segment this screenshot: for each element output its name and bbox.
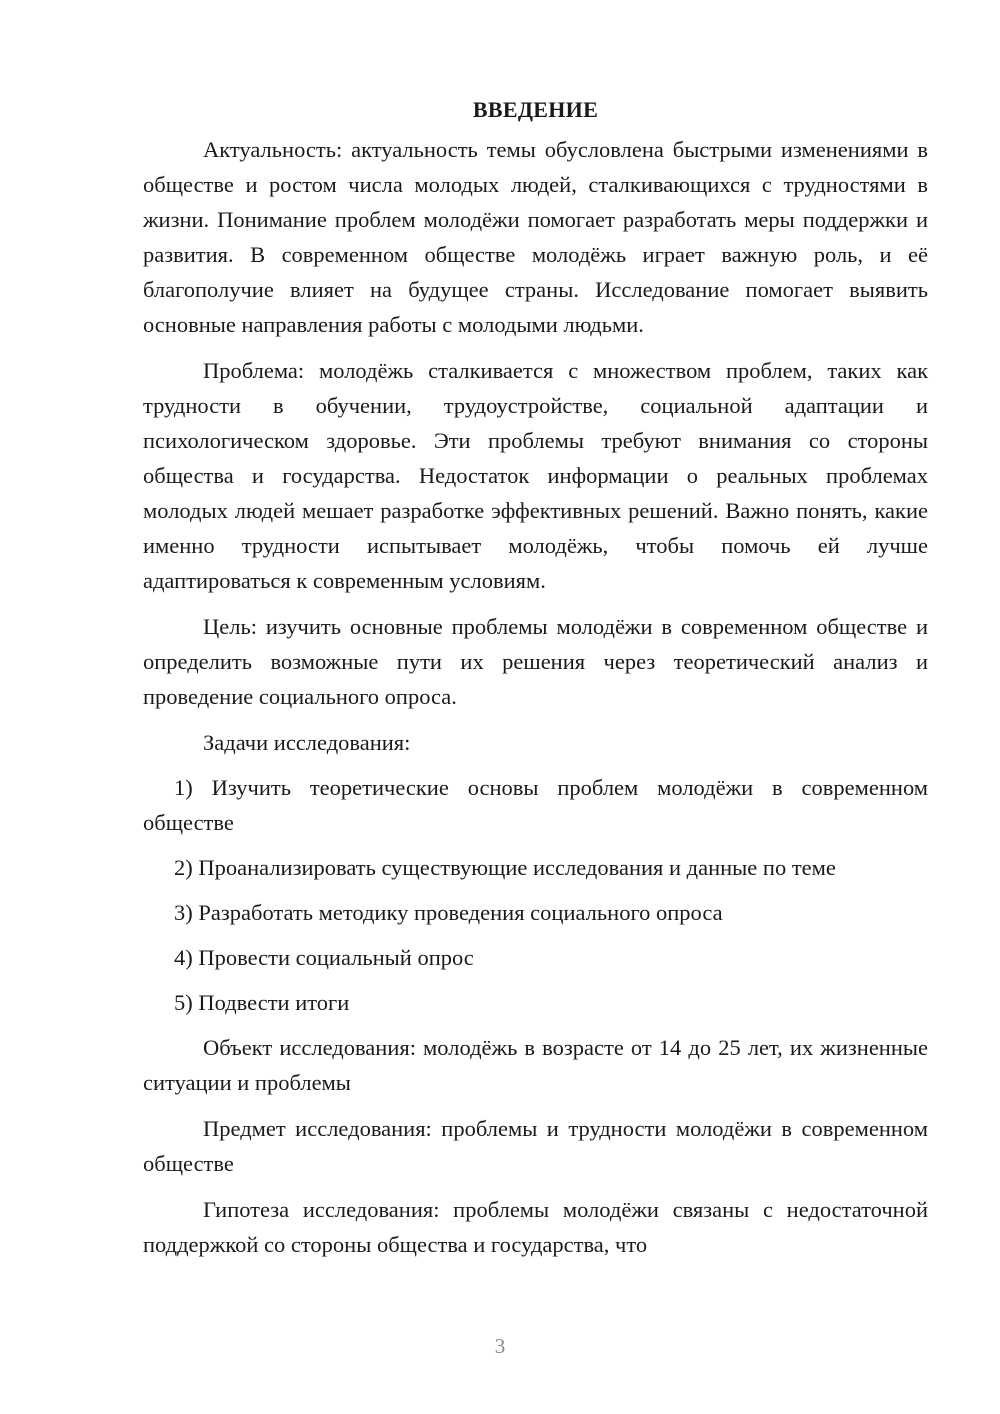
list-item: 5) Подвести итоги <box>174 990 350 1015</box>
relevance-paragraph: Актуальность: актуальность темы обусловлена быстрыми изменениями в обществе и ростом числа молодых людей, сталкивающихся с трудностями в жизни. Понимание проблем молодёжи помогает разработать меры поддержки и развития. В современном обществе молодёжь играет важную роль, и её благополучие влияет на будущее страны. Исследование помогает выявить основные направления работы с молодыми людьми. <box>143 137 928 337</box>
list-item: 2) Проанализировать существующие исследования и данные по теме <box>174 855 836 880</box>
list-item: 1) Изучить теоретические основы проблем молодёжи в современном обществе <box>143 775 928 835</box>
tasks-title: Задачи исследования: <box>203 730 411 755</box>
section-heading: ВВЕДЕНИЕ <box>472 97 599 122</box>
page-number: 3 <box>494 1334 506 1358</box>
tasks-list <box>143 770 928 1020</box>
problem-paragraph: Проблема: молодёжь сталкивается с множеством проблем, таких как трудности в обучении, трудоустройстве, социальной адаптации и психологическом здоровье. Эти проблемы требуют внимания со стороны общества и государства. Недостаток информации о реальных проблемах молодых людей мешает разработке эффективных решений. Важно понять, какие именно трудности испытывает молодёжь, чтобы помочь ей лучше адаптироваться к современным условиям. <box>143 358 928 593</box>
object-paragraph: Объект исследования: молодёжь в возрасте от 14 до 25 лет, их жизненные ситуации и проблемы <box>143 1035 928 1095</box>
page-content <box>143 92 928 1273</box>
subject-paragraph: Предмет исследования: проблемы и трудности молодёжи в современном обществе <box>143 1116 928 1176</box>
list-item: 3) Разработать методику проведения социального опроса <box>174 900 723 925</box>
goal-paragraph: Цель: изучить основные проблемы молодёжи в современном обществе и определить возможные пути их решения через теоретический анализ и проведение социального опроса. <box>143 614 928 709</box>
list-item: 4) Провести социальный опрос <box>174 945 474 970</box>
hypothesis-paragraph: Гипотеза исследования: проблемы молодёжи связаны с недостаточной поддержкой со стороны общества и государства, что <box>143 1197 928 1257</box>
